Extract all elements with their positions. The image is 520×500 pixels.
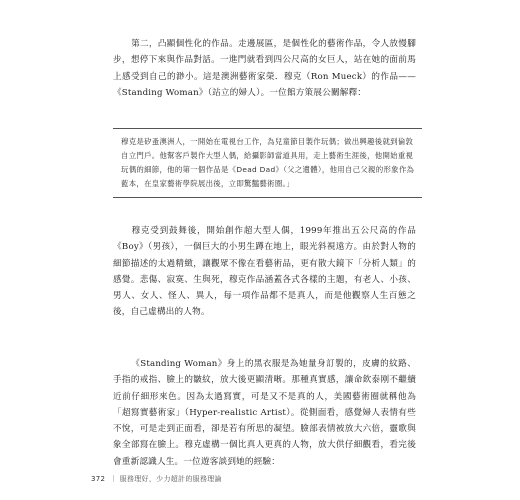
paragraph-text: 第二，凸顯個性化的作品。走邊展區，是個性化的藝術作品，令人放慢腳步，想停下來與作品對話。一進門就看到四公尺高的女巨人，站在她的面前馬上感受到自己的渺小。這是澳洲藝術家榮．穆克（Ron Mueck）的作品——《Standing Woman》（站立的婦人）。一位館方策展公關解釋：	[113, 39, 416, 98]
paragraph-boy	[113, 223, 416, 321]
running-title: 服務理好，少力超計的服務理論	[119, 475, 222, 483]
page-number: 372	[91, 475, 106, 483]
separator: ｜	[109, 475, 118, 483]
paragraph-intro	[113, 36, 416, 101]
paragraph-text: 《Standing Woman》身上的黑衣服是為她量身訂製的，皮膚的紋路、手指的戒指、臉上的皺紋，放大後更顯清晰。那種真實感，讓命欽泰刚不繼續近前仔細形來色。因為太過寫實，可是又不是真的人，美國藝術圈就稱他為「超寫實藝術家」（Hyper-realistic Artist）。從側面看，感覺婦人表情有些不悅，可是走到正面看，卻是若有所思的凝望。臉部表情被放大六倍，靈歌與象全部寫在臉上。穆克虛構一個比真人更真的人物，放大供仔細觀看，看完後會重新認識人生。一位遊客談到她的經驗：	[113, 359, 416, 467]
paragraph-standing-woman	[113, 356, 416, 470]
paragraph-text: 穆克受到鼓舞後，開始創作超大型人偶，1999年推出五公尺高的作品《Boy》（男孩），一個巨大的小男生蹲在地上，眼光斜視遠方。由於對人物的細節描述的太過精緻，讓觀眾不像在看藝術品，更有散大鏡下「分析人類」的感覺。悲傷、寂寞、生與死，穆克作品涵蓋各式各樣的主題，有老人、小孩、男人、女人、怪人、異人，每一項作品都不是真人，而是他觀察人生百態之後，自己虛構出的人物。	[113, 226, 416, 318]
quote-text: 穆克是矽蚤澳洲人，一開始在電視台工作，為兒童節目製作玩偶；做出興趣後就到倫敦自立門戶。他幫客戶製作大型人偶，給攝影師當道具用，走上藝術生涯後，他開始重視玩偶的細節，他的第一個作品是《Dead Dad》（父之遺體），他用自己父親的形象作為藍本，在皇家藝術學院展出後，立即驚豔藝術圈。」	[121, 137, 415, 188]
block-quote-artist	[113, 128, 422, 198]
page-footer	[91, 474, 222, 484]
